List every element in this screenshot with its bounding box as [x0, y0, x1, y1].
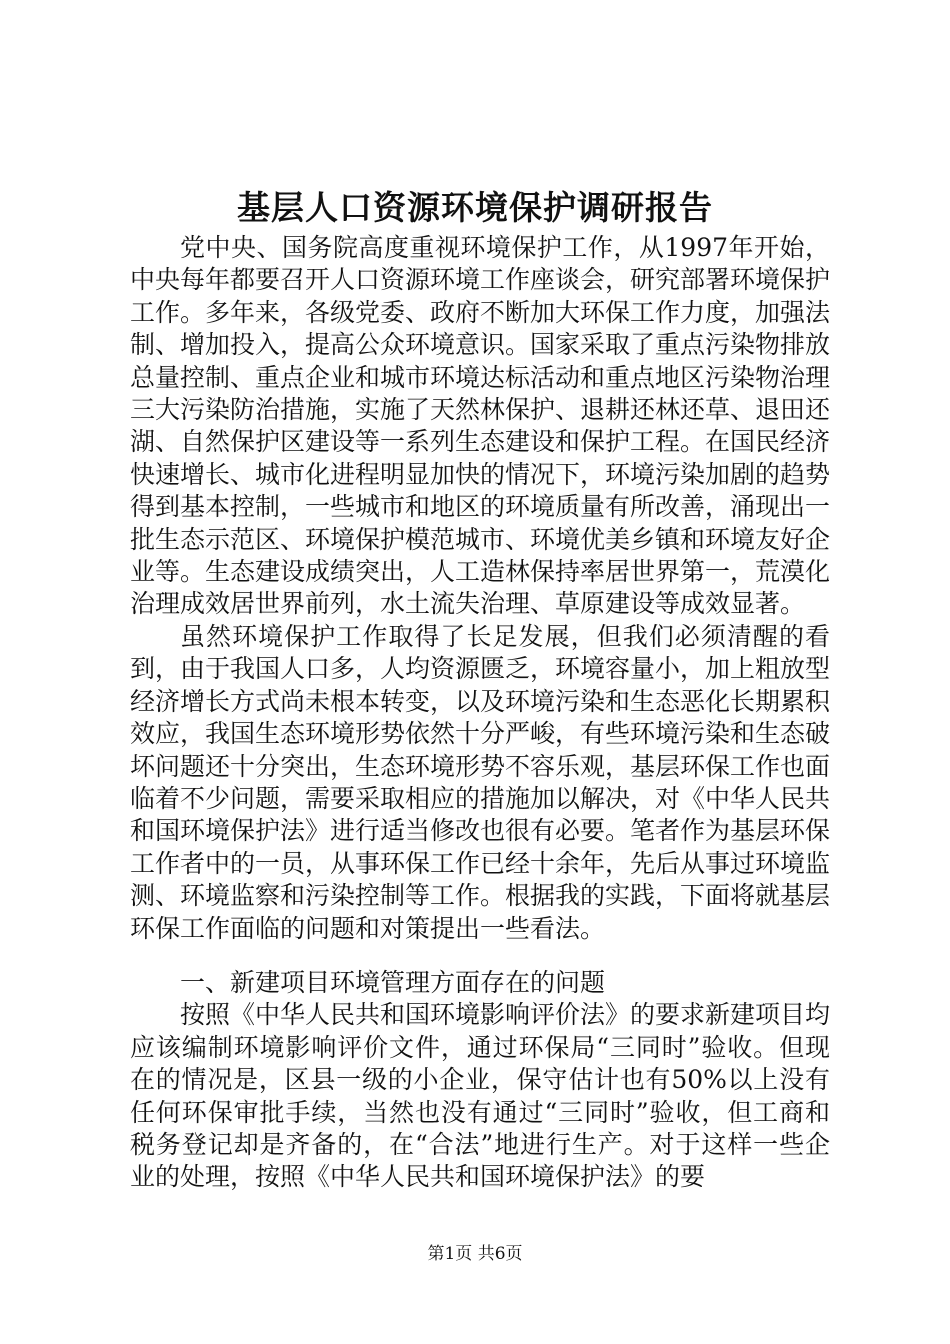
document-body [130, 232, 830, 1194]
body-paragraph: 党中央、国务院高度重视环境保护工作，从1997年开始，中央每年都要召开人口资源环境工作座谈会，研究部署环境保护工作。多年来，各级党委、政府不断加大环保工作力度，加强法制、增加投入，提高公众环境意识。国家采取了重点污染物排放总量控制、重点企业和城市环境达标活动和重点地区污染物治理三大污染防治措施，实施了天然林保护、退耕还林还草、退田还湖、自然保护区建设等一系列生态建设和保护工程。在国民经济快速增长、城市化进程明显加快的情况下，环境污染加剧的趋势得到基本控制，一些城市和地区的环境质量有所改善，涌现出一批生态示范区、环境保护模范城市、环境优美乡镇和环境友好企业等。生态建设成绩突出，人工造林保持率居世界第一，荒漠化治理成效居世界前列，水土流失治理、草原建设等成效显著。 [130, 233, 831, 619]
document-title: 基层人口资源环境保护调研报告 [237, 188, 713, 227]
body-paragraph: 虽然环境保护工作取得了长足发展，但我们必须清醒的看到，由于我国人口多，人均资源匮乏，环境容量小，加上粗放型经济增长方式尚未根本转变，以及环境污染和生态恶化长期累积效应，我国生态环境形势依然十分严峻，有些环境污染和生态破坏问题还十分突出，生态环境形势不容乐观，基层环保工作也面临着不少问题，需要采取相应的措施加以解决，对《中华人民共和国环境保护法》进行适当修改也很有必要。笔者作为基层环保工作者中的一员，从事环保工作已经十余年，先后从事过环境监测、环境监察和污染控制等工作。根据我的实践，下面将就基层环保工作面临的问题和对策提出一些看法。 [130, 621, 831, 943]
section-paragraph: 按照《中华人民共和国环境影响评价法》的要求新建项目均应该编制环境影响评价文件，通过环保局“三同时”验收。但现在的情况是，区县一级的小企业，保守估计也有50%以上没有任何环保审批手续，当然也没有通过“三同时”验收，但工商和税务登记却是齐备的，在“合法”地进行生产。对于这样一些企业的处理，按照《中华人民共和国环境保护法》的要 [130, 1000, 831, 1192]
section-heading: 一、新建项目环境管理方面存在的问题 [180, 967, 606, 997]
page-footer: 第1页 共6页 [427, 1244, 523, 1264]
